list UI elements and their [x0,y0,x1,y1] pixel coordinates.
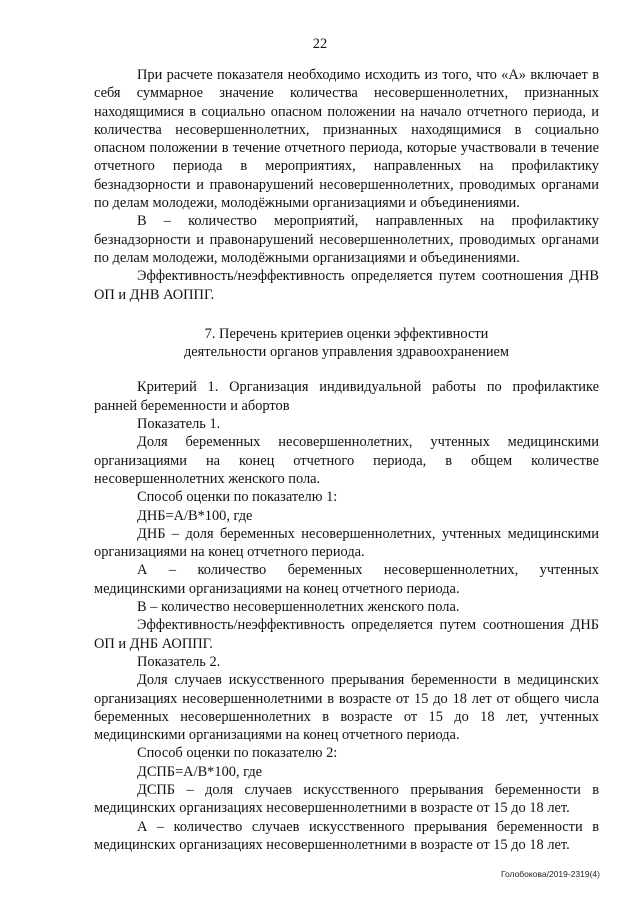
indicator-1-formula: ДНБ=А/В*100, где [137,507,253,524]
indicator-2-method-label: Способ оценки по показателю 2: [137,745,338,762]
indicator-2-formula: ДСПБ=А/В*100, где [137,763,263,780]
indicator-1-method-label: Способ оценки по показателю 1: [137,489,338,506]
intro-paragraph-1: При расчете показателя необходимо исходить из того, что «А» включает в себя суммарное значение количества несовершеннолетних, признанных находящимися в социально опасном положении на начало отчетного периода, и количества несовершеннолетних, признанных находящимися в социально опасном положении в течение отчетного периода, которые участвовали в течение отчетного периода в мероприятиях, направленных на профилактику безнадзорности и правонарушений несовершеннолетних, проводимых органами по делам молодежи, молодёжными организациями и объединениями. [94,67,599,212]
indicator-1-definition-dnb: ДНБ – доля беременных несовершеннолетних, учтенных медицинскими организациями на конец отчетного периода. [94,525,599,561]
intro-paragraph-3: Эффективность/неэффективность определяется путем соотношения ДНВ ОП и ДНВ АОППГ. [94,268,599,303]
indicator-2-description: Доля случаев искусственного прерывания беременности в медицинских организациях несовершеннолетними в возрасте от 15 до 18 лет от общего числа беременных несовершеннолетних в возрасте от 15 до 18 лет, учтенных медицинскими организациями на конец отчетного периода. [94,672,599,744]
indicator-1-definition-b: В – количество несовершеннолетних женского пола. [137,599,460,616]
section-title-line-2: деятельности органов управления здравоохранением [183,344,510,361]
document-registration-mark: Голобокова/2019-2319(4) [500,868,600,879]
indicator-1-label: Показатель 1. [137,416,221,433]
section-heading [94,325,599,362]
criterion-title: Критерий 1. Организация индивидуальной работы по профилактике ранней беременности и абортов [94,379,599,414]
document-body [94,66,599,854]
indicator-2-definition-a: А – количество случаев искусственного прерывания беременности в медицинских организациях несовершеннолетними в возрасте от 15 до 18 лет. [94,818,599,853]
indicator-1-description: Доля беременных несовершеннолетних, учтенных медицинскими организациями на конец отчетного периода, в общем количестве несовершеннолетних женского пола. [94,434,599,487]
indicator-1-definition-a: А – количество беременных несовершеннолетних, учтенных медицинскими организациями на конец отчетного периода. [94,562,599,597]
page-number: 22 [312,36,328,52]
indicator-1-effectiveness: Эффективность/неэффективность определяется путем соотношения ДНБ ОП и ДНБ АОППГ. [94,617,599,652]
indicator-2-definition-dspb: ДСПБ – доля случаев искусственного прерывания беременности в медицинских организациях несовершеннолетними в возрасте от 15 до 18 лет. [94,781,599,817]
intro-paragraph-2: В – количество мероприятий, направленных на профилактику безнадзорности и правонарушений несовершеннолетних, проводимых органами по делам молодежи, молодёжными организациями и объединениями. [94,213,599,266]
indicator-2-label: Показатель 2. [137,653,221,670]
section-title-line-1: 7. Перечень критериев оценки эффективности [204,325,489,342]
